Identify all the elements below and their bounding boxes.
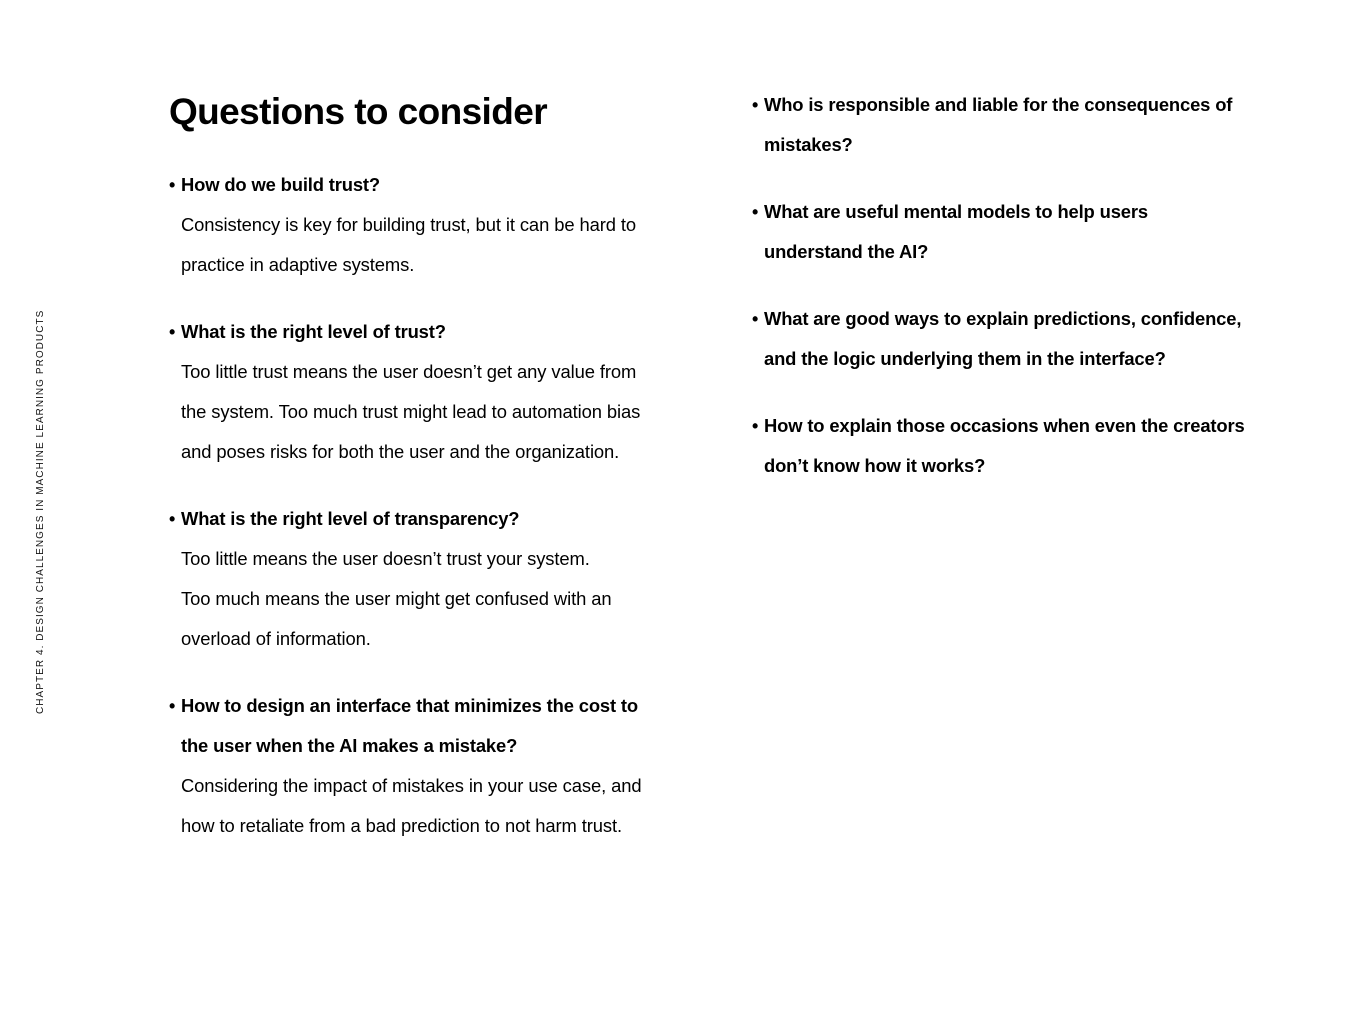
bullet-icon: • bbox=[169, 175, 176, 195]
question-list-left bbox=[169, 165, 709, 846]
question-item-level-of-trust bbox=[169, 312, 709, 472]
question-item-build-trust bbox=[169, 165, 709, 285]
bullet-icon: • bbox=[752, 416, 759, 436]
question-list-right bbox=[752, 85, 1322, 486]
question-item-responsibility bbox=[752, 85, 1322, 165]
question-line: What are good ways to explain predictions, confidence, bbox=[764, 308, 1242, 329]
answer-line: how to retaliate from a bad prediction to not harm trust. bbox=[181, 815, 623, 836]
answer-line: Too much means the user might get confused with an bbox=[181, 588, 612, 609]
question-item-transparency bbox=[169, 499, 709, 659]
question-text: How do we build trust? bbox=[181, 174, 380, 195]
question-item-mistake-cost bbox=[169, 686, 709, 846]
bullet-icon: • bbox=[169, 322, 176, 342]
question-text: What is the right level of transparency? bbox=[181, 508, 520, 529]
answer-line: Consistency is key for building trust, but it can be hard to bbox=[181, 214, 637, 235]
bullet-icon: • bbox=[169, 509, 176, 529]
answer-line: overload of information. bbox=[181, 628, 371, 649]
question-line: don’t know how it works? bbox=[764, 455, 986, 476]
question-line: How to design an interface that minimizes the cost to bbox=[181, 695, 638, 716]
bullet-icon: • bbox=[752, 202, 759, 222]
chapter-label: CHAPTER 4. DESIGN CHALLENGES IN MACHINE LEARNING PRODUCTS bbox=[35, 309, 46, 714]
question-item-unknown-workings bbox=[752, 406, 1322, 486]
answer-line: Too little trust means the user doesn’t get any value from bbox=[181, 361, 637, 382]
question-line: understand the AI? bbox=[764, 241, 929, 262]
answer-line: Too little means the user doesn’t trust your system. bbox=[181, 548, 590, 569]
question-line: What are useful mental models to help users bbox=[764, 201, 1148, 222]
question-text: What is the right level of trust? bbox=[181, 321, 446, 342]
bullet-icon: • bbox=[752, 95, 759, 115]
question-item-mental-models bbox=[752, 192, 1322, 272]
page-title: Questions to consider bbox=[169, 91, 548, 132]
answer-line: Considering the impact of mistakes in your use case, and bbox=[181, 775, 642, 796]
right-column bbox=[752, 85, 1322, 513]
question-line: Who is responsible and liable for the consequences of bbox=[764, 94, 1233, 115]
left-column bbox=[169, 88, 709, 873]
question-line: mistakes? bbox=[764, 134, 853, 155]
question-line: the user when the AI makes a mistake? bbox=[181, 735, 518, 756]
question-line: and the logic underlying them in the interface? bbox=[764, 348, 1166, 369]
question-item-explain-predictions bbox=[752, 299, 1322, 379]
answer-line: and poses risks for both the user and the organization. bbox=[181, 441, 620, 462]
chapter-running-header bbox=[33, 300, 47, 714]
question-line: How to explain those occasions when even the creators bbox=[764, 415, 1245, 436]
answer-line: the system. Too much trust might lead to automation bias bbox=[181, 401, 641, 422]
answer-line: practice in adaptive systems. bbox=[181, 254, 415, 275]
bullet-icon: • bbox=[169, 696, 176, 716]
bullet-icon: • bbox=[752, 309, 759, 329]
